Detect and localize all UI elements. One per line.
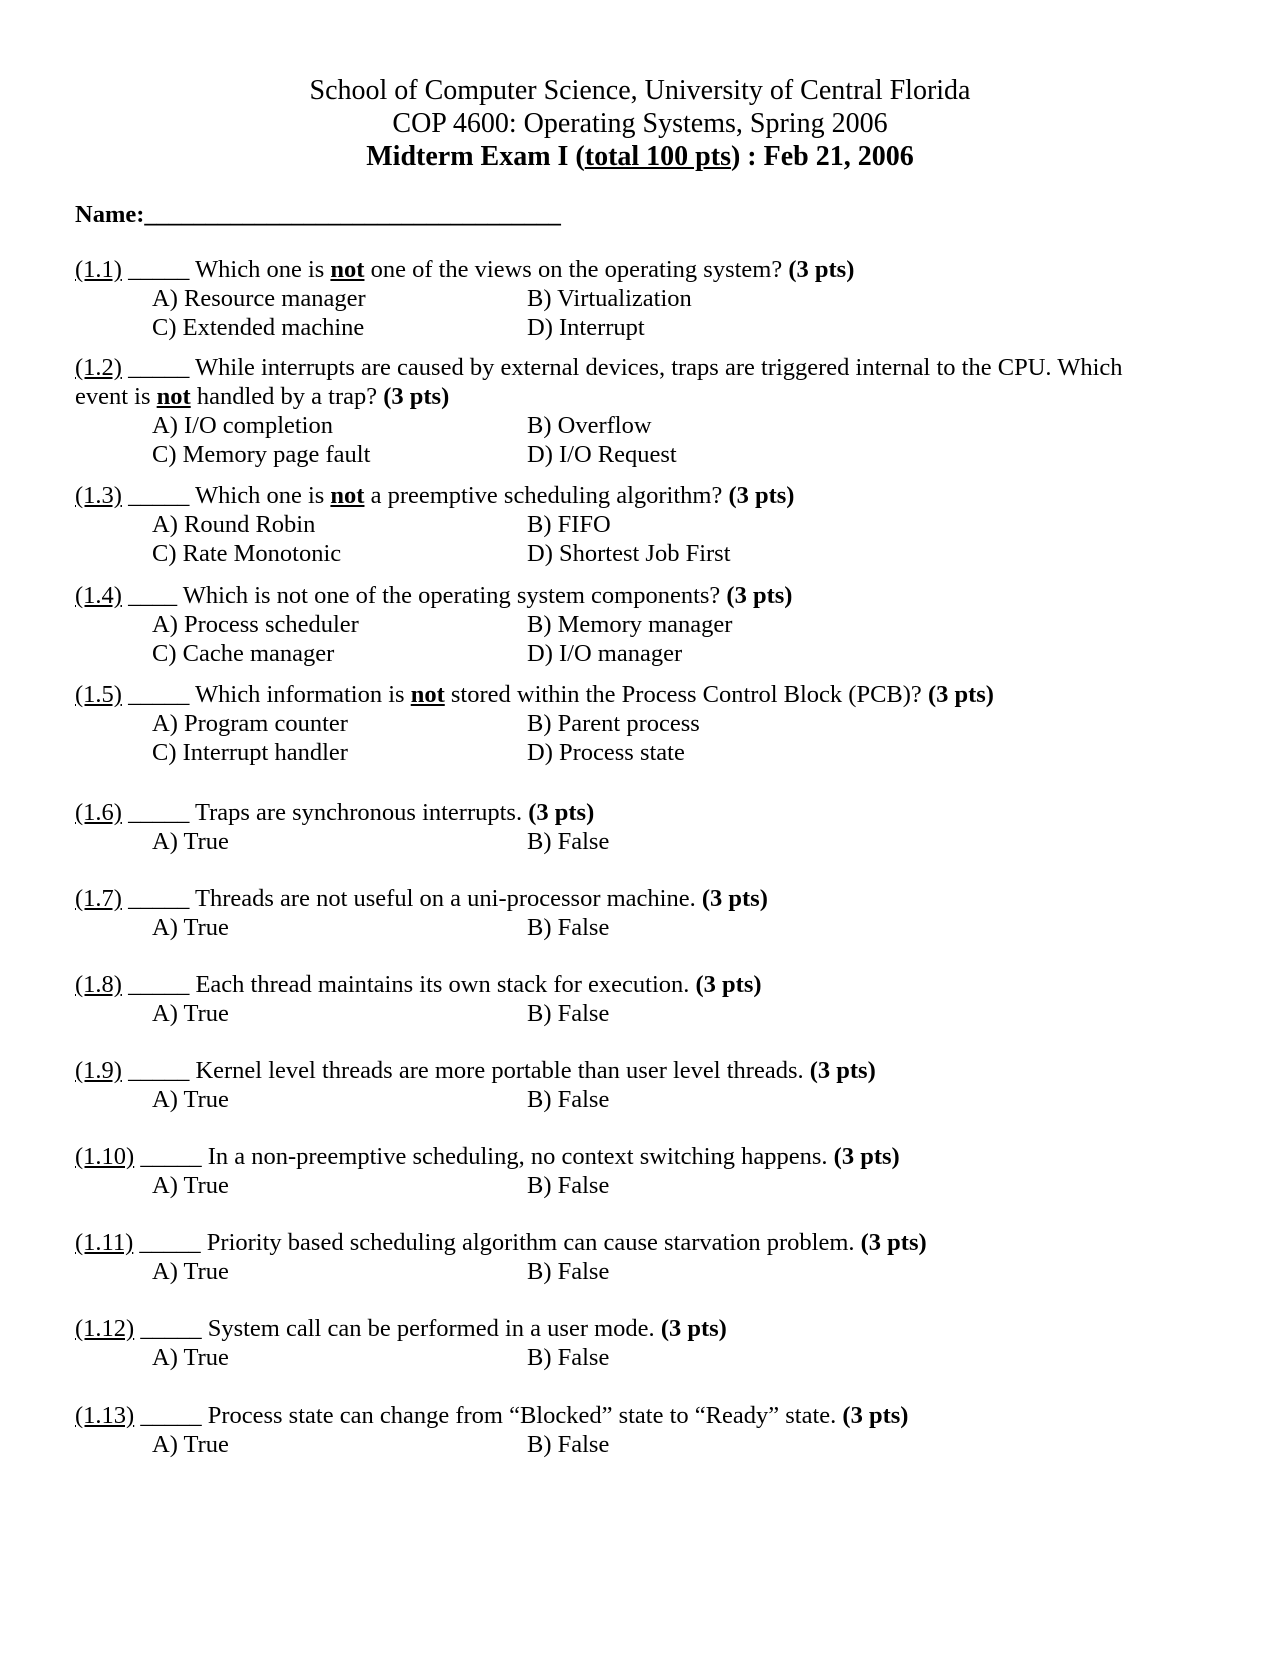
option-b: B) FIFO [527,511,611,538]
answer-blank[interactable]: _____ [134,1402,208,1429]
option-a: A) Round Robin [152,511,316,538]
question-1-10 [75,1142,1165,1200]
question-number: (1.4) [75,582,122,609]
question-text: (1.11) _____ Priority based scheduling algorithm can cause starvation problem. (3 pts) [75,1229,927,1256]
option-c: C) Memory page fault [152,441,371,468]
option-b: B) Memory manager [527,611,733,638]
question-1-6 [75,798,1165,856]
question-1-8 [75,970,1165,1028]
option-b: B) False [527,1172,610,1199]
option-d: D) Interrupt [527,314,645,341]
name-field[interactable]: Name:__________________________________ [75,201,561,228]
question-1-4 [75,581,1165,668]
answer-blank[interactable]: _____ [121,885,196,912]
question-1-3 [75,481,1165,568]
answer-blank[interactable]: _____ [133,1229,207,1256]
option-b: B) False [527,1431,610,1458]
option-b: B) Virtualization [527,285,692,312]
course-title: COP 4600: Operating Systems, Spring 2006 [392,108,888,139]
question-1-11 [75,1228,1165,1286]
option-a: A) True [152,1258,229,1285]
answer-blank[interactable]: _____ [121,256,196,283]
question-text: (1.8) _____ Each thread maintains its own stack for execution. (3 pts) [75,971,762,998]
question-number: (1.6) [75,799,122,826]
option-a: A) True [152,1172,229,1199]
option-d: D) I/O Request [527,441,677,468]
question-text: (1.12) _____ System call can be performed in a user mode. (3 pts) [75,1315,727,1342]
question-1-2 [75,353,1165,469]
option-c: C) Rate Monotonic [152,540,342,567]
question-number: (1.8) [75,971,122,998]
question-number: (1.3) [75,482,122,509]
answer-blank[interactable]: _____ [134,1143,208,1170]
option-d: D) I/O manager [527,640,683,667]
answer-blank[interactable]: _____ [121,482,196,509]
school-title: School of Computer Science, University of Central Florida [309,75,971,106]
question-text: (1.2) _____ While interrupts are caused by external devices, traps are triggered internal to the CPU. Which event is not handled by a trap? (3 pts) [75,354,1123,410]
option-a: A) True [152,1431,229,1458]
option-a: A) True [152,828,229,855]
option-a: A) True [152,1086,229,1113]
option-a: A) Program counter [152,710,348,737]
option-c: C) Interrupt handler [152,739,348,766]
points: (3 pts) [660,1315,727,1342]
question-number: (1.1) [75,256,122,283]
question-number: (1.2) [75,354,122,381]
question-text: (1.3) _____ Which one is not a preemptive scheduling algorithm? (3 pts) [75,482,795,509]
question-text: (1.1) _____ Which one is not one of the views on the operating system? (3 pts) [75,256,855,283]
option-d: D) Shortest Job First [527,540,731,567]
option-a: A) Process scheduler [152,611,359,638]
option-c: C) Extended machine [152,314,365,341]
points: (3 pts) [927,681,994,708]
points: (3 pts) [728,482,795,509]
points: (3 pts) [383,383,450,410]
question-text: (1.5) _____ Which information is not stored within the Process Control Block (PCB)? (3 pts) [75,681,994,708]
points: (3 pts) [726,582,793,609]
option-b: B) False [527,1000,610,1027]
exam-total: total 100 pts [584,141,731,172]
answer-blank[interactable]: _____ [134,1315,208,1342]
points: (3 pts) [842,1402,909,1429]
answer-blank[interactable]: _____ [121,799,196,826]
question-number: (1.5) [75,681,122,708]
question-text: (1.10) _____ In a non-preemptive scheduling, no context switching happens. (3 pts) [75,1143,900,1170]
points: (3 pts) [701,885,768,912]
points: (3 pts) [788,256,855,283]
question-number: (1.7) [75,885,122,912]
points: (3 pts) [528,799,595,826]
answer-blank[interactable]: ____ [121,582,183,609]
points: (3 pts) [809,1057,876,1084]
answer-blank[interactable]: _____ [121,1057,196,1084]
option-a: A) True [152,1000,229,1027]
question-number: (1.12) [75,1315,135,1342]
question-text: (1.7) _____ Threads are not useful on a uni-processor machine. (3 pts) [75,885,768,912]
question-1-9 [75,1056,1165,1114]
option-a: A) Resource manager [152,285,366,312]
question-1-7 [75,884,1165,942]
option-a: A) True [152,914,229,941]
question-text: (1.4) ____ Which is not one of the operating system components? (3 pts) [75,582,793,609]
question-number: (1.11) [75,1229,134,1256]
points: (3 pts) [833,1143,900,1170]
option-b: B) Overflow [527,412,652,439]
option-b: B) False [527,1258,610,1285]
question-1-12 [75,1314,1165,1372]
question-1-13 [75,1401,1165,1459]
option-b: B) False [527,828,610,855]
option-b: B) False [527,1344,610,1371]
question-number: (1.10) [75,1143,135,1170]
option-c: C) Cache manager [152,640,335,667]
question-1-1 [75,255,1165,342]
points: (3 pts) [860,1229,927,1256]
answer-blank[interactable]: _____ [121,354,196,381]
answer-blank[interactable]: _____ [121,971,196,998]
option-b: B) Parent process [527,710,700,737]
option-a: A) I/O completion [152,412,333,439]
points: (3 pts) [695,971,762,998]
option-b: B) False [527,1086,610,1113]
exam-header [0,74,1280,173]
exam-title: Midterm Exam I (total 100 pts) : Feb 21, 2006 [366,141,914,172]
option-d: D) Process state [527,739,685,766]
question-text: (1.6) _____ Traps are synchronous interrupts. (3 pts) [75,799,595,826]
question-text: (1.13) _____ Process state can change from “Blocked” state to “Ready” state. (3 pts) [75,1402,909,1429]
option-b: B) False [527,914,610,941]
question-number: (1.13) [75,1402,135,1429]
question-text: (1.9) _____ Kernel level threads are more portable than user level threads. (3 pts) [75,1057,876,1084]
option-a: A) True [152,1344,229,1371]
question-number: (1.9) [75,1057,122,1084]
answer-blank[interactable]: _____ [121,681,196,708]
question-1-5 [75,680,1165,767]
